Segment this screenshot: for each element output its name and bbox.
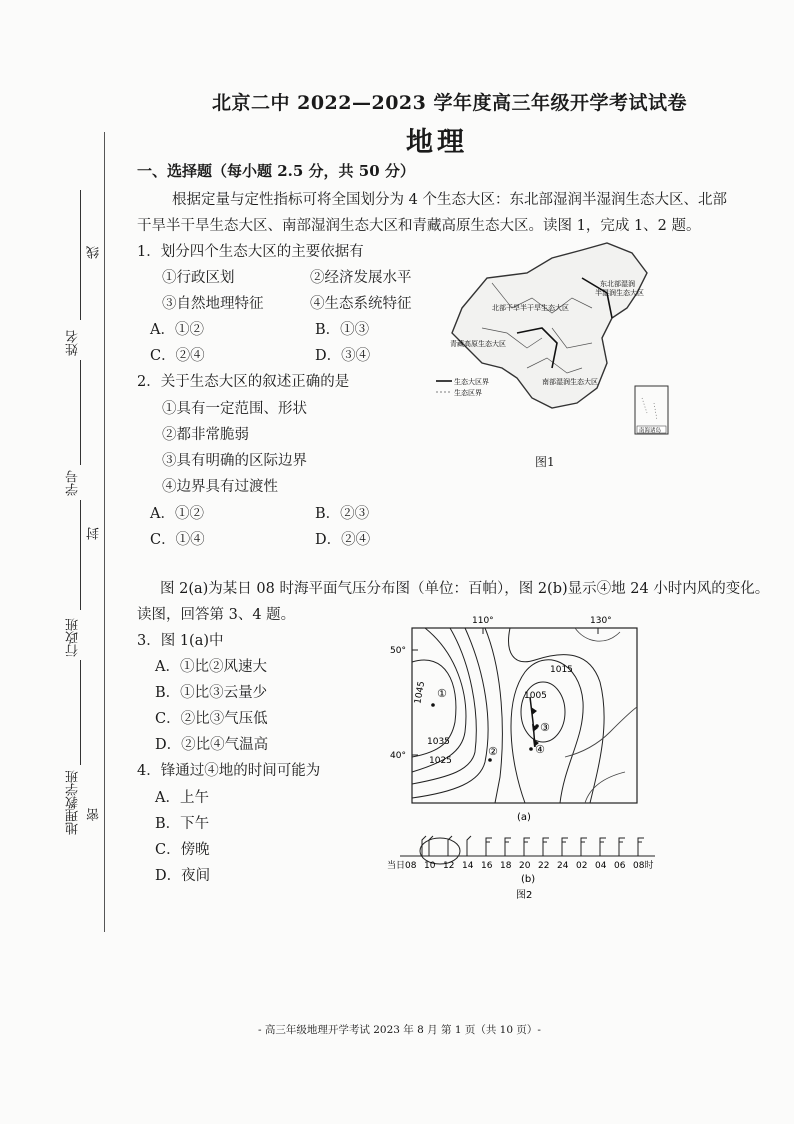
fig2-lon-130: 130° [590,616,612,626]
q1-item-1: ①行政区划 [162,270,235,286]
intro2-line-2: 读图，回答第 3、4 题。 [137,607,296,623]
fig2-point-3: ③ [540,721,550,734]
fig1-region-ne-1: 东北部湿润 [600,280,635,288]
q1-choice-b[interactable]: B．①③ [315,322,370,338]
fig1-inset-label: 南海诸岛 [639,428,662,434]
fig2b-time-2: 14 [462,861,474,871]
q2-choice-d[interactable]: D．②④ [315,532,371,548]
q2-choice-b[interactable]: B．②③ [315,506,370,522]
q4-choice-b[interactable]: B．下午 [155,816,210,832]
q2-item-1: ①具有一定范围、形状 [162,401,307,417]
q1-item-2: ②经济发展水平 [310,270,412,286]
q2-choice-a[interactable]: A．①② [150,506,204,522]
fig2-sub-a: (a) [517,812,531,823]
q2-item-4: ④边界具有过渡性 [162,479,278,495]
wind-barb [505,838,511,856]
fig2-point-1: ① [437,687,447,700]
intro-line-2: 干旱半干旱生态大区、南部湿润生态大区和青藏高原生态大区。读图 1，完成 1、2 题。 [137,218,701,234]
geo-class-label: 地理教学班 [66,770,81,835]
q2-item-3: ③具有明确的区际边界 [162,453,307,469]
fig1-region-south: 南部湿润生态大区 [542,378,598,386]
q1-choice-d[interactable]: D．③④ [315,348,371,364]
name-underline [80,190,81,320]
q1-choice-c[interactable]: C．②④ [150,348,205,364]
fig2-isobar-1005: 1005 [524,691,547,701]
fig2b-time-8: 02 [576,861,588,871]
binding-mi: 密 [87,808,102,821]
q3-stem: 3．图 1(a)中 [137,633,224,649]
figure-2a-isobar-map [385,612,655,827]
wind-barb [486,838,492,856]
q1-choice-a[interactable]: A．①② [150,322,204,338]
fig1-legend-dash: 生态区界 [454,389,482,397]
fig2b-time-prefix: 当日08 [387,861,417,871]
binding-xian: 线 [87,246,102,259]
fig1-region-ne-2: 半湿润生态大区 [595,289,644,297]
section-heading: 一、选择题（每小题 2.5 分，共 50 分） [137,162,415,180]
fig2-isobar-1025: 1025 [429,756,452,766]
fig2-isobar-1035: 1035 [427,737,450,747]
fig2b-time-11: 08时 [633,861,654,871]
q3-choice-c[interactable]: C．②比③气压低 [155,711,268,727]
q4-choice-c[interactable]: C．傍晚 [155,842,210,858]
figure-2b-wind-timeline [385,826,670,901]
binding-line [104,132,105,932]
fig2b-time-4: 18 [500,861,512,871]
figure-1-map [432,238,672,438]
fig1-region-north: 北部干旱半干旱生态大区 [492,304,569,312]
wind-barb [543,838,549,856]
fig2-lat-50: 50° [390,646,406,656]
fig2b-time-3: 16 [481,861,493,871]
intro2-line-1: 图 2(a)为某日 08 时海平面气压分布图（单位：百帕），图 2(b)显示④地 24 小时内风的变化。 [160,581,770,597]
q2-choice-c[interactable]: C．①④ [150,532,205,548]
fig2-caption: 图2 [516,890,533,901]
q4-stem: 4．锋通过④地的时间可能为 [137,763,321,779]
fig2-isobar-1045: 1045 [413,680,428,705]
fig2b-time-labels [424,859,653,871]
q3-choice-a[interactable]: A．①比②风速大 [155,659,267,675]
fig2b-time-10: 06 [614,861,626,871]
exam-title: 北京二中 2022—2023 学年度高三年级开学考试试卷 [212,92,687,114]
fig2-lon-110: 110° [472,616,494,626]
wind-barb [600,838,606,856]
geo-class-underline [80,660,81,765]
fig2b-time-6: 22 [538,861,550,871]
wind-barb [562,838,568,856]
fig2b-time-7: 24 [557,861,569,871]
fig1-legend-solid: 生态大区界 [454,378,489,386]
wind-barb [581,838,587,856]
fig1-caption: 图1 [535,455,555,469]
q2-item-2: ②都非常脆弱 [162,427,249,443]
fig2-isobar-1015: 1015 [550,665,573,675]
intro-line-1: 根据定量与定性指标可将全国划分为 4 个生态大区：东北部湿润半湿润生态大区、北部 [172,192,727,208]
q3-choice-d[interactable]: D．②比④气温高 [155,737,269,753]
fig2b-time-5: 20 [519,861,531,871]
fig1-region-tibet: 青藏高原生态大区 [450,340,506,348]
wind-barb [619,838,625,856]
q2-stem: 2．关于生态大区的叙述正确的是 [137,374,350,390]
q4-choice-a[interactable]: A．上午 [155,790,209,806]
fig2-point-2: ② [488,745,498,758]
wind-barbs [422,836,644,856]
admin-class-underline [80,500,81,610]
student-no-underline [80,360,81,465]
subject-title: 地理 [406,127,468,158]
fig2b-time-0: 10 [424,861,436,871]
wind-barb [448,836,452,856]
page-footer: - 高三年级地理开学考试 2023 年 8 月 第 1 页（共 10 页）- [258,1024,541,1036]
wind-barb [524,838,530,856]
fig2b-time-1: 12 [443,861,455,871]
wind-barb [638,838,644,856]
q1-item-4: ④生态系统特征 [310,296,412,312]
binding-feng: 封 [87,527,102,540]
fig2b-time-9: 04 [595,861,607,871]
q3-choice-b[interactable]: B．①比③云量少 [155,685,268,701]
q1-item-3: ③自然地理特征 [162,296,264,312]
fig2-lat-40: 40° [390,751,406,761]
fig2-sub-b: (b) [521,874,536,885]
fig2-point-4: ④ [535,743,545,756]
admin-class-label: 行政班 [66,618,81,657]
student-no-label: 学号 [66,470,81,496]
q4-choice-d[interactable]: D．夜间 [155,868,211,884]
wind-barb [467,836,471,856]
name-label: 姓名 [66,330,81,356]
wind-barb [422,836,426,856]
q1-stem: 1．划分四个生态大区的主要依据有 [137,244,364,260]
